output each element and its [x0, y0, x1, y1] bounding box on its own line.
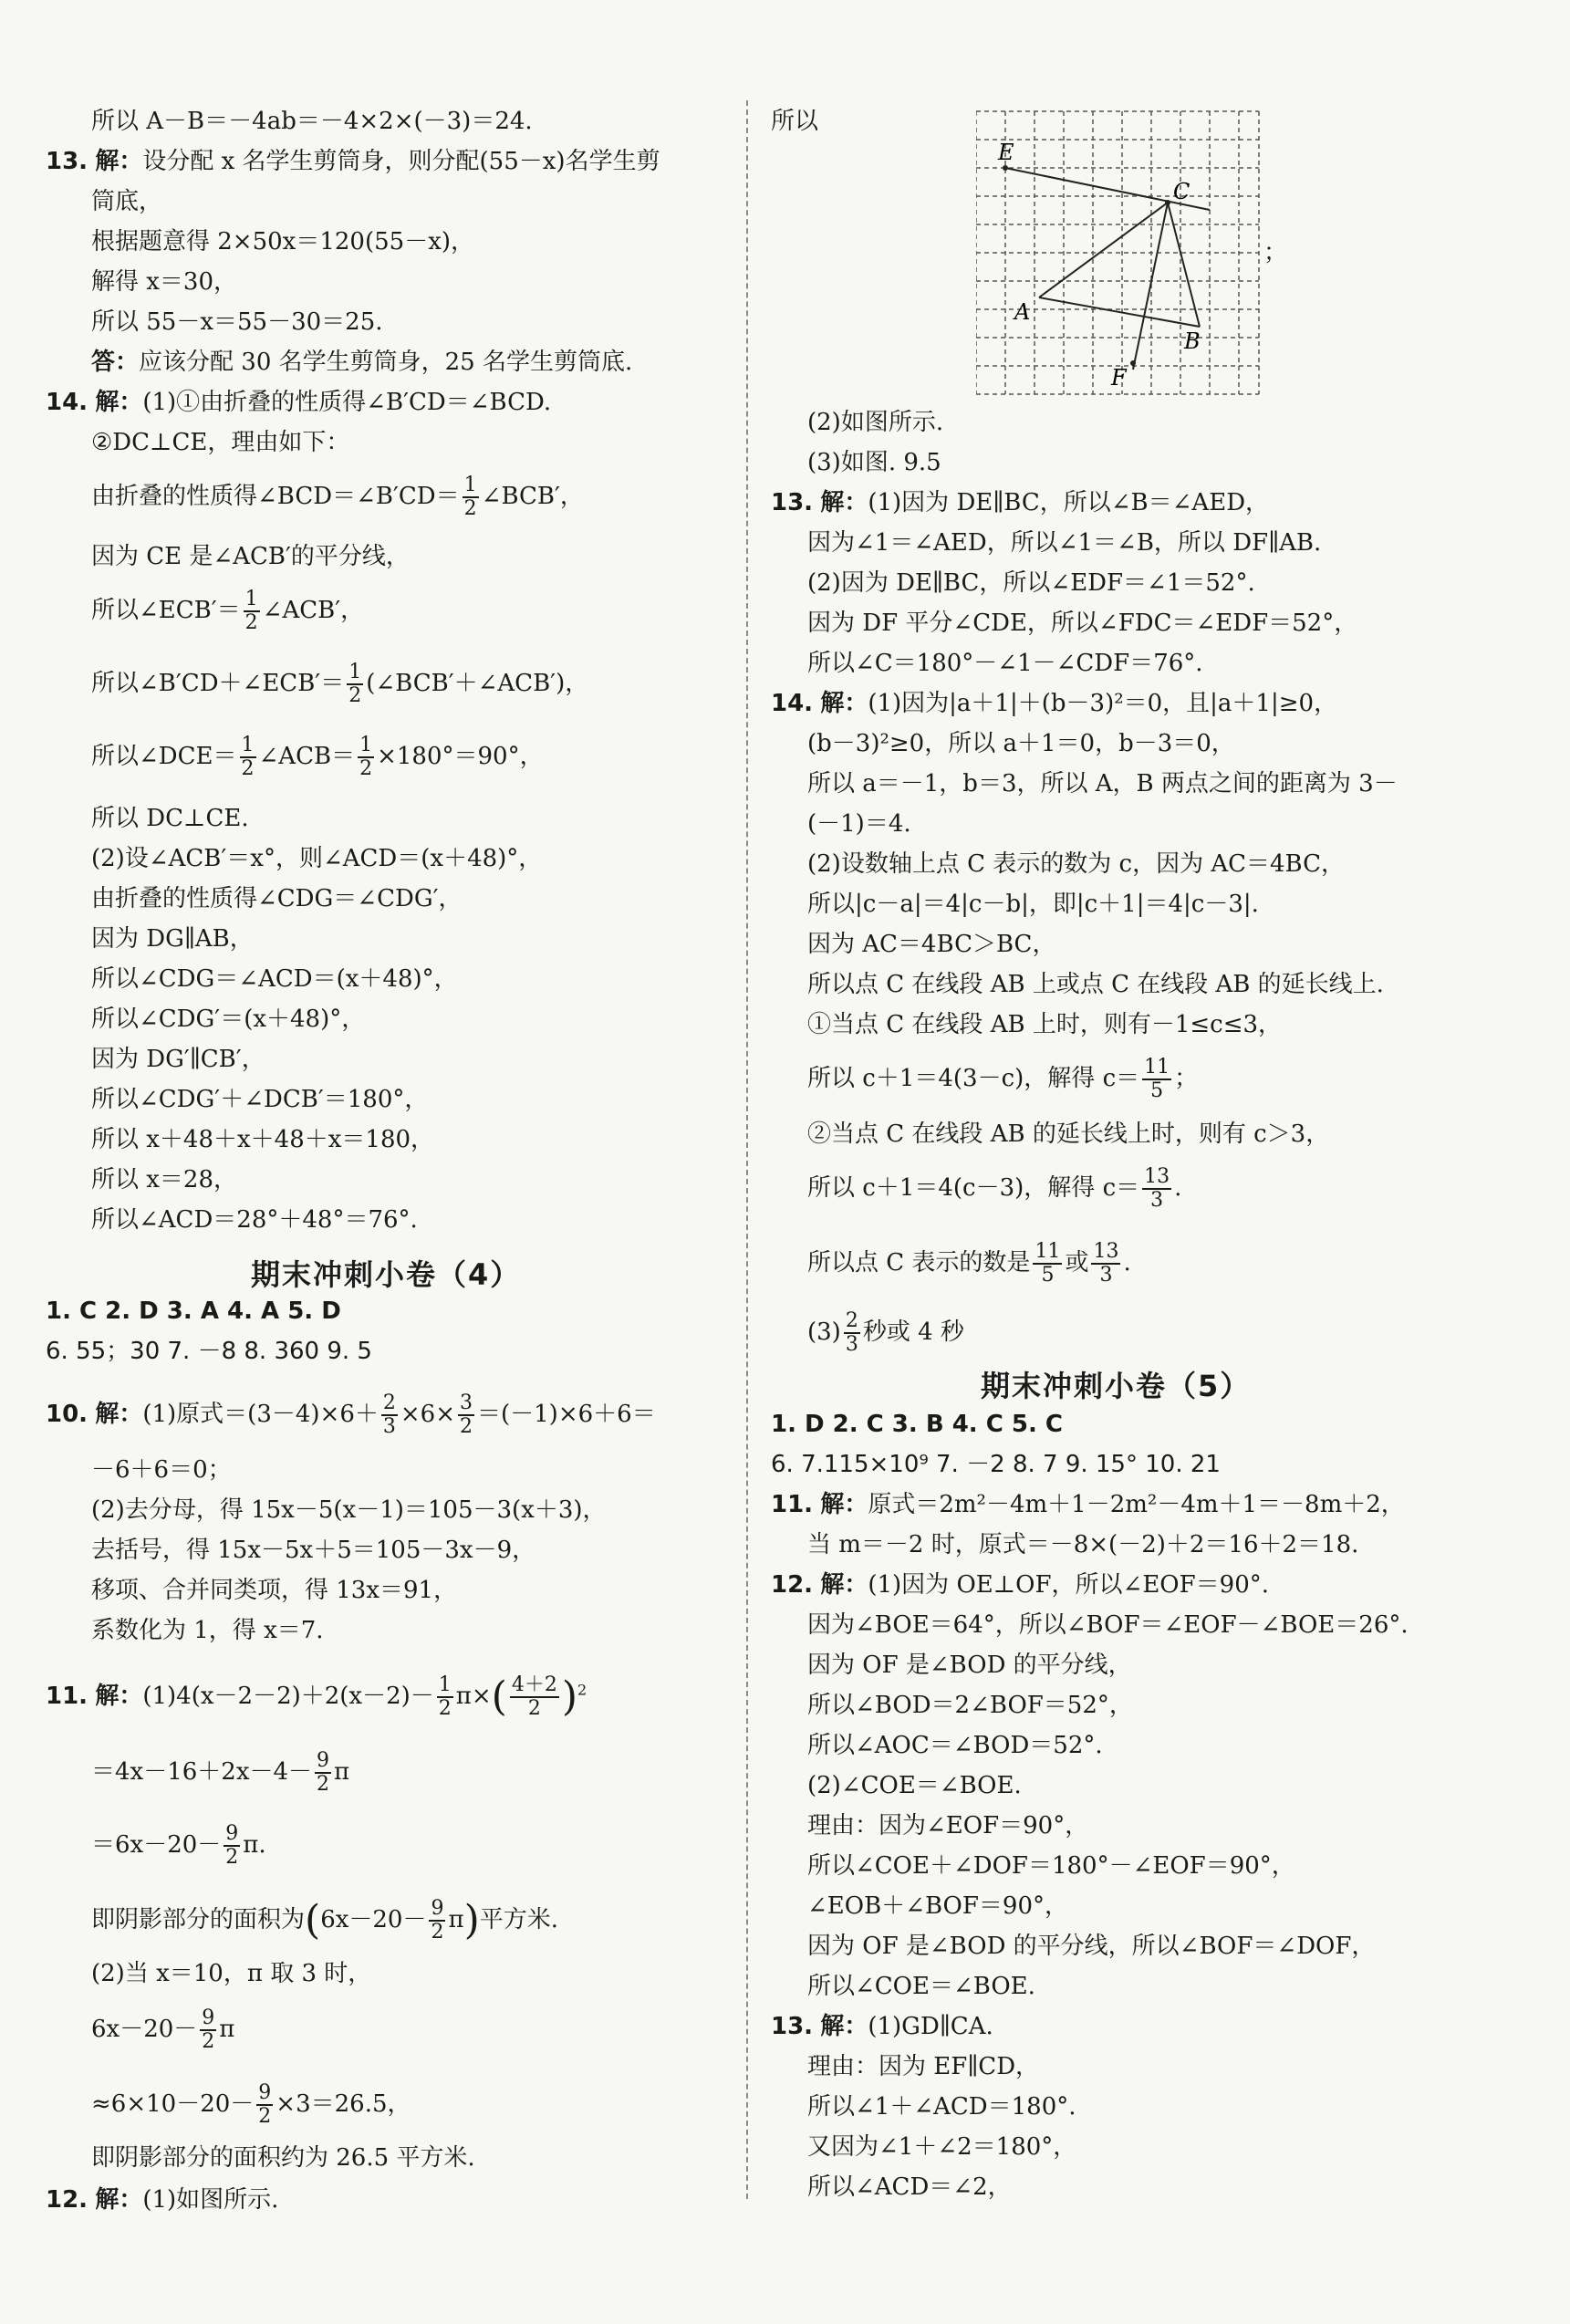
text-span: 秒或 4 秒 — [862, 1318, 964, 1346]
numerator: 3 — [460, 1391, 473, 1414]
text-span: ×3＝26.5， — [276, 2090, 411, 2118]
paren: ( — [305, 1897, 321, 1944]
text-line: －6＋6＝0； — [91, 1456, 232, 1484]
text-line: 所以 — [771, 108, 819, 135]
denominator: 2 — [317, 1773, 330, 1796]
text-span: 平方米. — [479, 1906, 559, 1933]
text-line: 所以∠COE＋∠DOF＝180°－∠EOF＝90°， — [807, 1852, 1295, 1880]
text-span: 所以 c＋1＝4(c－3)，解得 c＝ — [807, 1174, 1140, 1202]
question-13-line-1 — [46, 148, 660, 175]
text-line: 因为 AC＝4BC＞BC， — [807, 931, 1056, 958]
question-14-line-1 — [771, 690, 1337, 717]
line-CA — [1039, 203, 1168, 297]
text-span: ＝4x－16＋2x－4－ — [91, 1758, 313, 1786]
text-span: . — [1174, 1174, 1182, 1202]
text-span: ×180°＝90°， — [377, 743, 544, 770]
question-12-line-1 — [46, 2186, 278, 2214]
paren: ) — [463, 1897, 480, 1944]
numerator: 13 — [1093, 1240, 1119, 1263]
denominator: 3 — [1099, 1264, 1113, 1287]
text-line: 筒底， — [91, 188, 163, 215]
denominator: 2 — [438, 1697, 452, 1720]
column-divider — [746, 100, 748, 2199]
text-line: 所以 x＝28， — [91, 1166, 238, 1193]
text-span: . — [1123, 1249, 1131, 1277]
grid-lines — [976, 111, 1259, 394]
denominator: 2 — [241, 757, 255, 780]
text-span: (1)如图所示. — [142, 2186, 279, 2214]
text-span: π — [334, 1758, 350, 1786]
denominator: 2 — [527, 1697, 541, 1720]
text-line: 所以∠CDG′＋∠DCB′＝180°， — [91, 1086, 429, 1113]
question-number: 10. — [46, 1401, 88, 1428]
paren: ) — [561, 1673, 578, 1720]
text-line: 因为 DG∥AB， — [91, 925, 254, 953]
fraction — [1142, 1166, 1171, 1212]
text-line: 所以∠AOC＝∠BOD＝52°. — [807, 1732, 1103, 1759]
answer-label: 答： — [91, 349, 140, 376]
solution-label: 解： — [820, 1571, 868, 1599]
text-line: 理由：因为 EF∥CD， — [807, 2053, 1040, 2080]
text-line: 因为∠1＝∠AED，所以∠1＝∠B，所以 DF∥AB. — [807, 529, 1322, 557]
text-span: ∠BCB′， — [481, 483, 584, 510]
text-span: π× — [455, 1683, 492, 1710]
fraction — [347, 662, 363, 707]
fraction — [429, 1898, 445, 1944]
text-line: 解得 x＝30， — [91, 268, 238, 296]
formula-line — [91, 1750, 349, 1796]
fraction — [224, 1823, 240, 1869]
numerator: 1 — [438, 1673, 452, 1696]
text-line: (3)如图. 9.5 — [807, 449, 941, 476]
text-line: (2)因为 DE∥BC，所以∠EDF＝∠1＝52°. — [807, 569, 1255, 597]
text-line: ①当点 C 在线段 AB 上时，则有－1≤c≤3， — [807, 1011, 1283, 1038]
numerator: 1 — [348, 661, 362, 683]
fraction — [358, 735, 374, 780]
denominator: 2 — [202, 2030, 215, 2053]
fraction — [315, 1750, 331, 1796]
text-line: 所以 DC⊥CE. — [91, 805, 249, 832]
text-line: 所以∠ACD＝∠2， — [807, 2173, 1012, 2201]
text-span: π — [448, 1906, 464, 1933]
text-line: 所以 A－B＝－4ab＝－4×2×(－3)＝24. — [91, 108, 533, 135]
fraction — [1142, 1057, 1171, 1102]
fraction — [1091, 1241, 1120, 1287]
text-span: ×6× — [400, 1401, 455, 1428]
formula-line — [91, 662, 588, 707]
answer-line — [91, 349, 632, 376]
denominator: 3 — [1150, 1189, 1164, 1212]
text-span: 由折叠的性质得∠BCD＝∠B′CD＝ — [91, 483, 460, 510]
solution-label: 解： — [820, 1491, 868, 1518]
point-F — [1130, 360, 1136, 366]
fraction — [463, 474, 479, 520]
text-span: (1)4(x－2－2)＋2(x－2)－ — [142, 1683, 434, 1710]
section-heading-5: 期末冲刺小卷（5） — [981, 1369, 1252, 1403]
text-line: (2)去分母，得 15x－5(x－1)＝105－3(x＋3)， — [91, 1496, 607, 1524]
answer-row: 1. D 2. C 3. B 4. C 5. C — [771, 1411, 1063, 1438]
denominator: 2 — [359, 757, 373, 780]
text-line: (2)设∠ACB′＝x°，则∠ACD＝(x＋48)°， — [91, 845, 543, 872]
text-line: 理由：因为∠EOF＝90°， — [807, 1812, 1089, 1839]
text-span: (∠BCB′＋∠ACB′)， — [366, 670, 589, 697]
numerator: 9 — [258, 2081, 272, 2104]
text-line: 移项、合并同类项，得 13x＝91， — [91, 1577, 458, 1604]
line-CB — [1168, 203, 1200, 327]
denominator: 2 — [258, 2105, 272, 2128]
numerator: 1 — [244, 588, 258, 610]
text-line: 系数化为 1，得 x＝7. — [91, 1617, 324, 1644]
formula-line — [91, 2082, 411, 2128]
fraction — [458, 1392, 474, 1438]
text-span: 所以点 C 表示的数是 — [807, 1249, 1031, 1277]
text-line: 所以点 C 在线段 AB 上或点 C 在线段 AB 的延长线上. — [807, 971, 1384, 998]
question-number: 13. — [771, 2013, 814, 2040]
formula-line — [91, 735, 544, 780]
denominator: 5 — [1041, 1264, 1055, 1287]
denominator: 2 — [431, 1921, 444, 1944]
text-span: 所以∠B′CD＋∠ECB′＝ — [91, 670, 345, 697]
denominator: 3 — [845, 1333, 858, 1356]
text-span: (1)因为|a＋1|＋(b－3)²＝0，且|a＋1|≥0， — [868, 690, 1338, 717]
solution-label: 解： — [95, 1401, 143, 1428]
text-span: 即阴影部分的面积为 — [91, 1906, 306, 1933]
formula-line — [807, 1241, 1131, 1287]
text-line: 由折叠的性质得∠CDG＝∠CDG′， — [91, 885, 463, 912]
numerator: 13 — [1144, 1165, 1170, 1188]
text-span: (1)①由折叠的性质得∠B′CD＝∠BCD. — [142, 389, 552, 416]
text-line: ②当点 C 在线段 AB 的延长线上时，则有 c＞3， — [807, 1120, 1330, 1148]
fraction — [240, 735, 256, 780]
denominator: 2 — [460, 1415, 473, 1438]
question-13-line-1 — [771, 489, 1269, 516]
text-line: (－1)＝4. — [807, 810, 911, 838]
question-number: 14. — [46, 389, 88, 416]
text-line: (2)∠COE＝∠BOE. — [807, 1772, 1022, 1799]
question-13-line-1 — [771, 2013, 993, 2040]
text-line: 所以|c－a|＝4|c－b|，即|c＋1|＝4|c－3|. — [807, 891, 1259, 918]
figure-punctuation: ； — [1263, 239, 1288, 266]
solution-label: 解： — [820, 2013, 868, 2040]
text-span: (3) — [807, 1318, 841, 1346]
denominator: 2 — [225, 1846, 239, 1869]
fraction — [437, 1674, 453, 1720]
question-11-line-1 — [46, 1674, 587, 1720]
text-line: 即阴影部分的面积约为 26.5 平方米. — [91, 2144, 475, 2172]
numerator: 9 — [225, 1822, 239, 1845]
text-span: ； — [1174, 1065, 1199, 1092]
text-line: 因为 DF 平分∠CDE，所以∠FDC＝∠EDF＝52°， — [807, 610, 1358, 637]
question-number: 11. — [46, 1683, 88, 1710]
text-span: π — [219, 2016, 235, 2043]
text-line: 因为 CE 是∠ACB′的平分线， — [91, 543, 410, 570]
fraction — [844, 1310, 860, 1356]
formula-line — [91, 589, 364, 634]
label-E: E — [998, 140, 1014, 165]
text-line: 因为∠BOE＝64°，所以∠BOF＝∠EOF－∠BOE＝26°. — [807, 1611, 1409, 1639]
geometry-grid-figure — [976, 109, 1268, 401]
numerator: 1 — [359, 734, 373, 756]
formula-line — [91, 2007, 234, 2053]
text-span: 应该分配 30 名学生剪筒身，25 名学生剪筒底. — [139, 349, 633, 376]
numerator: 2 — [382, 1391, 396, 1414]
question-number: 11. — [771, 1491, 814, 1518]
text-line: 去括号，得 15x－5x＋5＝105－3x－9， — [91, 1537, 536, 1564]
section-heading-4: 期末冲刺小卷（4） — [251, 1257, 522, 1292]
text-span: 所以 c＋1＝4(3－c)，解得 c＝ — [807, 1065, 1140, 1092]
text-line: 又因为∠1＋∠2＝180°， — [807, 2133, 1077, 2161]
denominator: 2 — [244, 611, 258, 634]
question-number: 12. — [771, 1571, 814, 1599]
answer-row: 6. 55；30 7. －8 8. 360 9. 5 — [46, 1338, 372, 1365]
numerator: 9 — [202, 2006, 215, 2029]
text-span: (1)因为 DE∥BC，所以∠B＝∠AED， — [868, 489, 1270, 516]
question-number: 12. — [46, 2186, 88, 2214]
text-line: 所以∠1＋∠ACD＝180°. — [807, 2093, 1076, 2121]
solution-label: 解： — [95, 2186, 143, 2214]
numerator: 11 — [1035, 1240, 1061, 1263]
text-span: ＝6x－20－ — [91, 1831, 222, 1859]
denominator: 5 — [1150, 1079, 1164, 1102]
question-11-line-1 — [771, 1491, 1405, 1518]
numerator: 9 — [431, 1897, 444, 1920]
fraction — [244, 589, 260, 634]
text-line: 因为 OF 是∠BOD 的平分线， — [807, 1652, 1132, 1679]
text-span: 6x－20－ — [320, 1906, 427, 1933]
line-CF — [1133, 203, 1168, 370]
denominator: 2 — [463, 497, 477, 520]
label-C: C — [1173, 179, 1190, 204]
formula-line — [91, 1898, 558, 1944]
formula-line — [91, 1823, 266, 1869]
text-span: ＝(－1)×6＋6＝ — [477, 1401, 656, 1428]
solution-label: 解： — [95, 389, 143, 416]
text-line: (2)如图所示. — [807, 409, 944, 436]
formula-line — [807, 1166, 1181, 1212]
text-line: 所以 55－x＝55－30＝25. — [91, 308, 383, 336]
question-number: 13. — [46, 148, 88, 175]
solution-label: 解： — [820, 690, 868, 717]
numerator: 4＋2 — [511, 1673, 557, 1696]
text-line: 当 m＝－2 时，原式＝－8×(－2)＋2＝16＋2＝18. — [807, 1531, 1359, 1558]
point-E — [1003, 165, 1008, 171]
fraction — [381, 1392, 398, 1438]
fraction — [256, 2082, 273, 2128]
text-span: 原式＝2m²－4m＋1－2m²－4m＋1＝－8m＋2， — [868, 1491, 1405, 1518]
question-10-line-1 — [46, 1392, 656, 1438]
text-line: 因为 DG′∥CB′， — [91, 1046, 265, 1073]
text-line: ②DC⊥CE，理由如下： — [91, 429, 350, 456]
formula-line — [807, 1310, 964, 1356]
text-span: (1)GD∥CA. — [868, 2013, 993, 2040]
formula-line — [91, 474, 584, 520]
text-span: π. — [243, 1831, 266, 1859]
text-span: 设分配 x 名学生剪筒身，则分配(55－x)名学生剪 — [142, 148, 660, 175]
denominator: 3 — [382, 1415, 396, 1438]
text-span: 或 — [1065, 1249, 1089, 1277]
question-number: 13. — [771, 489, 814, 516]
text-line: (2)设数轴上点 C 表示的数为 c，因为 AC＝4BC， — [807, 850, 1346, 878]
text-span: 所以∠ECB′＝ — [91, 597, 241, 624]
numerator: 1 — [241, 734, 255, 756]
denominator: 2 — [348, 684, 362, 707]
fraction — [510, 1674, 559, 1720]
solution-label: 解： — [820, 489, 868, 516]
text-line: 所以∠C＝180°－∠1－∠CDF＝76°. — [807, 650, 1203, 677]
text-line: (b－3)²≥0，所以 a＋1＝0，b－3＝0， — [807, 730, 1235, 757]
numerator: 2 — [845, 1309, 858, 1332]
answer-row: 6. 7.115×10⁹ 7. －2 8. 7 9. 15° 10. 21 — [771, 1451, 1221, 1478]
solution-label: 解： — [95, 1683, 143, 1710]
text-line: 因为 OF 是∠BOD 的平分线，所以∠BOF＝∠DOF， — [807, 1933, 1376, 1960]
text-line: (2)当 x＝10，π 取 3 时， — [91, 1960, 372, 1987]
question-12-line-1 — [771, 1571, 1269, 1599]
label-F: F — [1111, 365, 1127, 391]
numerator: 1 — [463, 474, 477, 496]
numerator: 11 — [1144, 1056, 1170, 1079]
text-span: 6x－20－ — [91, 2016, 198, 2043]
text-line: 所以 a＝－1，b＝3，所以 A，B 两点之间的距离为 3－ — [807, 770, 1398, 797]
text-line: ∠EOB＋∠BOF＝90°， — [807, 1892, 1069, 1920]
solution-label: 解： — [95, 148, 143, 175]
text-span: ∠ACB′， — [262, 597, 365, 624]
numerator: 9 — [317, 1749, 330, 1772]
question-14-line-1 — [46, 389, 551, 416]
formula-line — [807, 1057, 1198, 1102]
text-line: 所以∠CDG′＝(x＋48)°， — [91, 1006, 366, 1033]
exponent: 2 — [577, 1681, 587, 1699]
text-line: 所以∠CDG＝∠ACD＝(x＋48)°， — [91, 965, 458, 993]
point-C — [1165, 200, 1170, 205]
text-line: 根据题意得 2×50x＝120(55－x)， — [91, 228, 474, 255]
question-number: 14. — [771, 690, 814, 717]
text-line: 所以∠BOD＝2∠BOF＝52°， — [807, 1692, 1133, 1719]
text-line: 所以∠COE＝∠BOE. — [807, 1973, 1035, 2000]
text-span: ∠ACB＝ — [258, 743, 356, 770]
label-B: B — [1184, 328, 1201, 354]
text-span: 所以∠DCE＝ — [91, 743, 237, 770]
text-span: (1)因为 OE⊥OF，所以∠EOF＝90°. — [868, 1571, 1270, 1599]
text-span: ≈6×10－20－ — [91, 2090, 255, 2118]
fraction — [1033, 1241, 1062, 1287]
text-span: (1)原式＝(3－4)×6＋ — [142, 1401, 379, 1428]
fraction — [200, 2007, 216, 2053]
label-A: A — [1014, 299, 1031, 325]
text-line: 所以∠ACD＝28°＋48°＝76°. — [91, 1206, 418, 1234]
answer-row: 1. C 2. D 3. A 4. A 5. D — [46, 1297, 341, 1325]
text-line: 所以 x＋48＋x＋48＋x＝180， — [91, 1126, 435, 1153]
paren: ( — [491, 1673, 507, 1720]
